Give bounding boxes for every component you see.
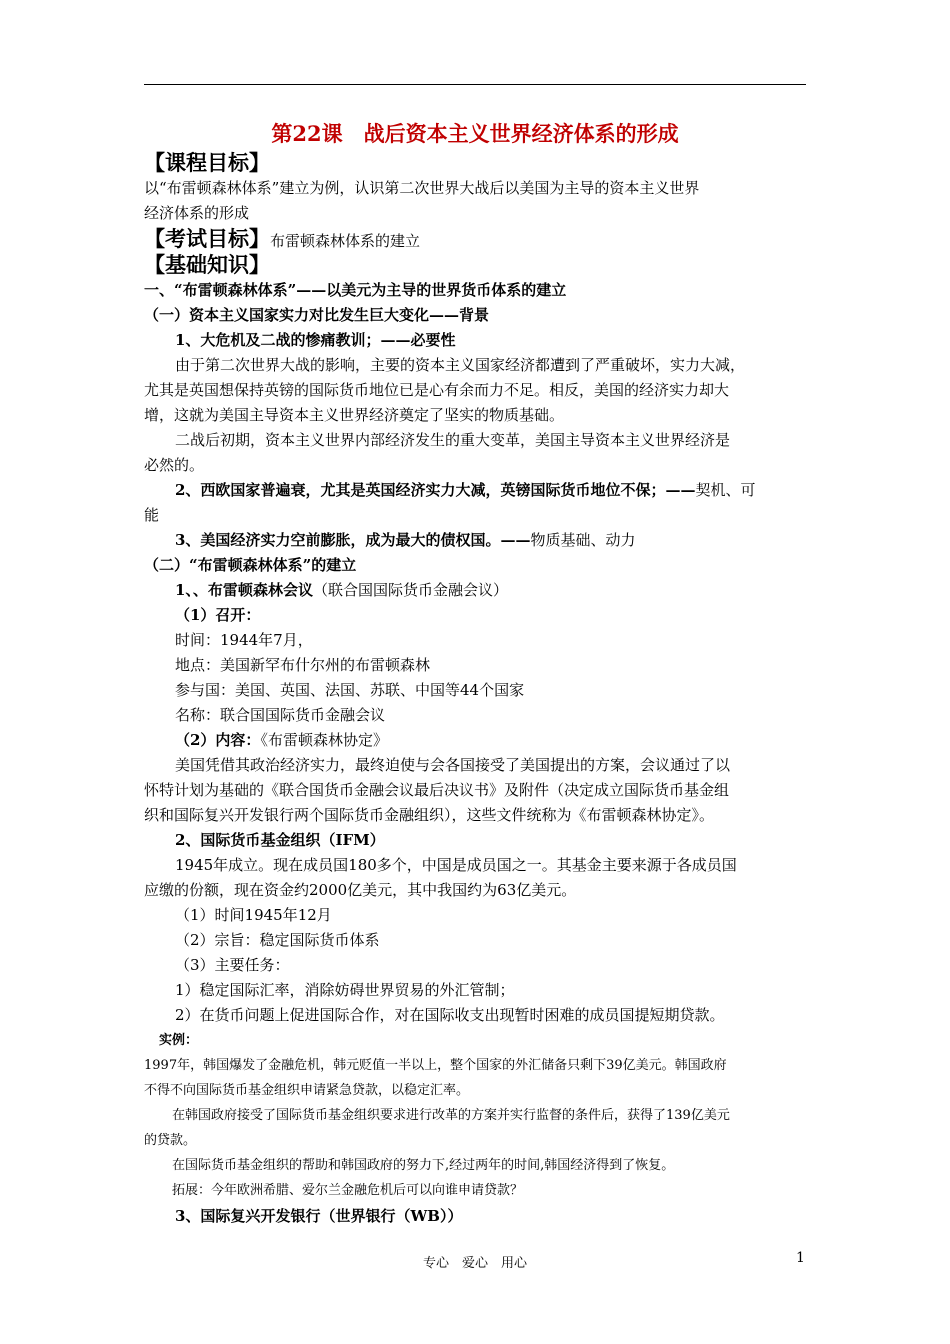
para3-line-2: 怀特计划为基础的《联合国货币金融会议最后决议书》及附件（决定成立国际货币基金组 — [144, 781, 730, 799]
convene-heading: （1）召开： — [175, 606, 261, 624]
example2-line-1: 在韩国政府接受了国际货币基金组织要求进行改革的方案并实行监督的条件后，获得了139亿美元 — [172, 1108, 730, 1123]
exam-goal-row — [144, 226, 806, 252]
para3-line-3: 织和国际复兴开发银行两个国际货币金融组织），这些文件统称为《布雷顿森林协定》。 — [144, 806, 715, 824]
item-1-3-bold: 3、美国经济实力空前膨胀，成为最大的债权国。—— — [175, 531, 531, 549]
para2-line-1: 二战后初期，资本主义世界内部经济发生的重大变革，美国主导资本主义世界经济是 — [175, 431, 731, 449]
example-heading: 实例： — [159, 1033, 199, 1048]
basic-knowledge-heading: 【基础知识】 — [144, 252, 270, 277]
subsection-1-heading: （一）资本主义国家实力对比发生巨大变化——背景 — [144, 306, 490, 324]
example1-line-2: 不得不向国际货币基金组织申请紧急贷款，以稳定汇率。 — [144, 1083, 470, 1098]
para3-line-1: 美国凭借其政治经济实力，最终迫使与会各国接受了美国提出的方案，会议通过了以 — [175, 756, 731, 774]
document-body — [144, 118, 806, 1230]
header-rule — [144, 84, 806, 85]
para1-line-1: 由于第二次世界大战的影响，主要的资本主义国家经济都遭到了严重破坏，实力大减， — [175, 356, 746, 374]
content-bold: （2）内容： — [175, 731, 261, 749]
meeting-participants: 参与国：美国、英国、法国、苏联、中国等44个国家 — [175, 681, 525, 699]
meeting-place: 地点：美国新罕布什尔州的布雷顿森林 — [175, 656, 431, 674]
course-goal-heading: 【课程目标】 — [144, 150, 270, 175]
page-footer: 专心 爱心 用心 — [422, 1256, 527, 1271]
course-goal-line-1: 以“布雷顿森林体系”建立为例，认识第二次世界大战后以美国为主导的资本主义世界 — [144, 179, 700, 197]
item-1-2-rest: 契机、可 — [695, 481, 756, 499]
para2-line-2: 必然的。 — [144, 456, 205, 474]
exam-goal-heading: 【考试目标】 — [144, 226, 270, 251]
item-1-2 — [144, 478, 806, 503]
item-1-2-cont: 能 — [144, 506, 160, 524]
content-row — [144, 728, 806, 753]
imf-time: （1）时间1945年12月 — [175, 906, 332, 924]
para4-line-1: 1945年成立。现在成员国180多个，中国是成员国之一。其基金主要来源于各成员国 — [175, 856, 737, 874]
page-number: 1 — [796, 1250, 805, 1266]
imf-task-1: 1）稳定国际汇率，消除妨碍世界贸易的外汇管制； — [175, 981, 515, 999]
item-1-2-bold: 2、西欧国家普遍衰，尤其是英国经济实力大减，英镑国际货币地位不保；—— — [175, 481, 696, 499]
item-1-3-rest: 物质基础、动力 — [530, 531, 636, 549]
extension-question: 拓展：今年欧洲希腊、爱尔兰金融危机后可以向谁申请贷款？ — [172, 1183, 524, 1198]
para4-line-2: 应缴的份额，现在资金约2000亿美元，其中我国约为63亿美元。 — [144, 881, 577, 899]
example3: 在国际货币基金组织的帮助和韩国政府的努力下,经过两年的时间,韩国经济得到了恢复。 — [172, 1158, 675, 1173]
example2-line-2: 的贷款。 — [144, 1133, 197, 1148]
imf-task-2: 2）在货币问题上促进国际合作，对在国际收支出现暂时困难的成员国提短期贷款。 — [175, 1006, 725, 1024]
item-2-2: 2、国际货币基金组织（IFM） — [175, 831, 385, 849]
exam-goal-text: 布雷顿森林体系的建立 — [270, 232, 421, 250]
meeting-time: 时间：1944年7月， — [175, 631, 313, 649]
item-2-1 — [144, 578, 806, 603]
imf-tasks: （3）主要任务： — [175, 956, 290, 974]
para1-line-2: 尤其是英国想保持英镑的国际货币地位已是心有余而力不足。相反，美国的经济实力却大 — [144, 381, 730, 399]
item-2-1-rest: （联合国国际货币金融会议） — [312, 581, 508, 599]
meeting-name: 名称：联合国国际货币金融会议 — [175, 706, 386, 724]
item-2-1-bold: 1、、布雷顿森林会议 — [175, 581, 313, 599]
item-1-3 — [144, 528, 806, 553]
para1-line-3: 增，这就为美国主导资本主义世界经济奠定了坚实的物质基础。 — [144, 406, 565, 424]
item-2-3: 3、国际复兴开发银行（世界银行（WB）） — [175, 1207, 463, 1225]
course-goal-line-2: 经济体系的形成 — [144, 204, 250, 222]
content-rest: 《布雷顿森林协定》 — [260, 731, 388, 749]
imf-aim: （2）宗旨：稳定国际货币体系 — [175, 931, 380, 949]
example1-line-1: 1997年，韩国爆发了金融危机，韩元贬值一半以上，整个国家的外汇储备只剩下39亿美元。韩国政府 — [144, 1058, 727, 1073]
subsection-2-heading: （二）“布雷顿森林体系”的建立 — [144, 556, 357, 574]
section-1-heading: 一、“布雷顿森林体系”——以美元为主导的世界货币体系的建立 — [144, 281, 567, 299]
lesson-title: 第22课 战后资本主义世界经济体系的形成 — [271, 121, 679, 146]
item-1-1: 1、大危机及二战的惨痛教训；——必要性 — [175, 331, 456, 349]
